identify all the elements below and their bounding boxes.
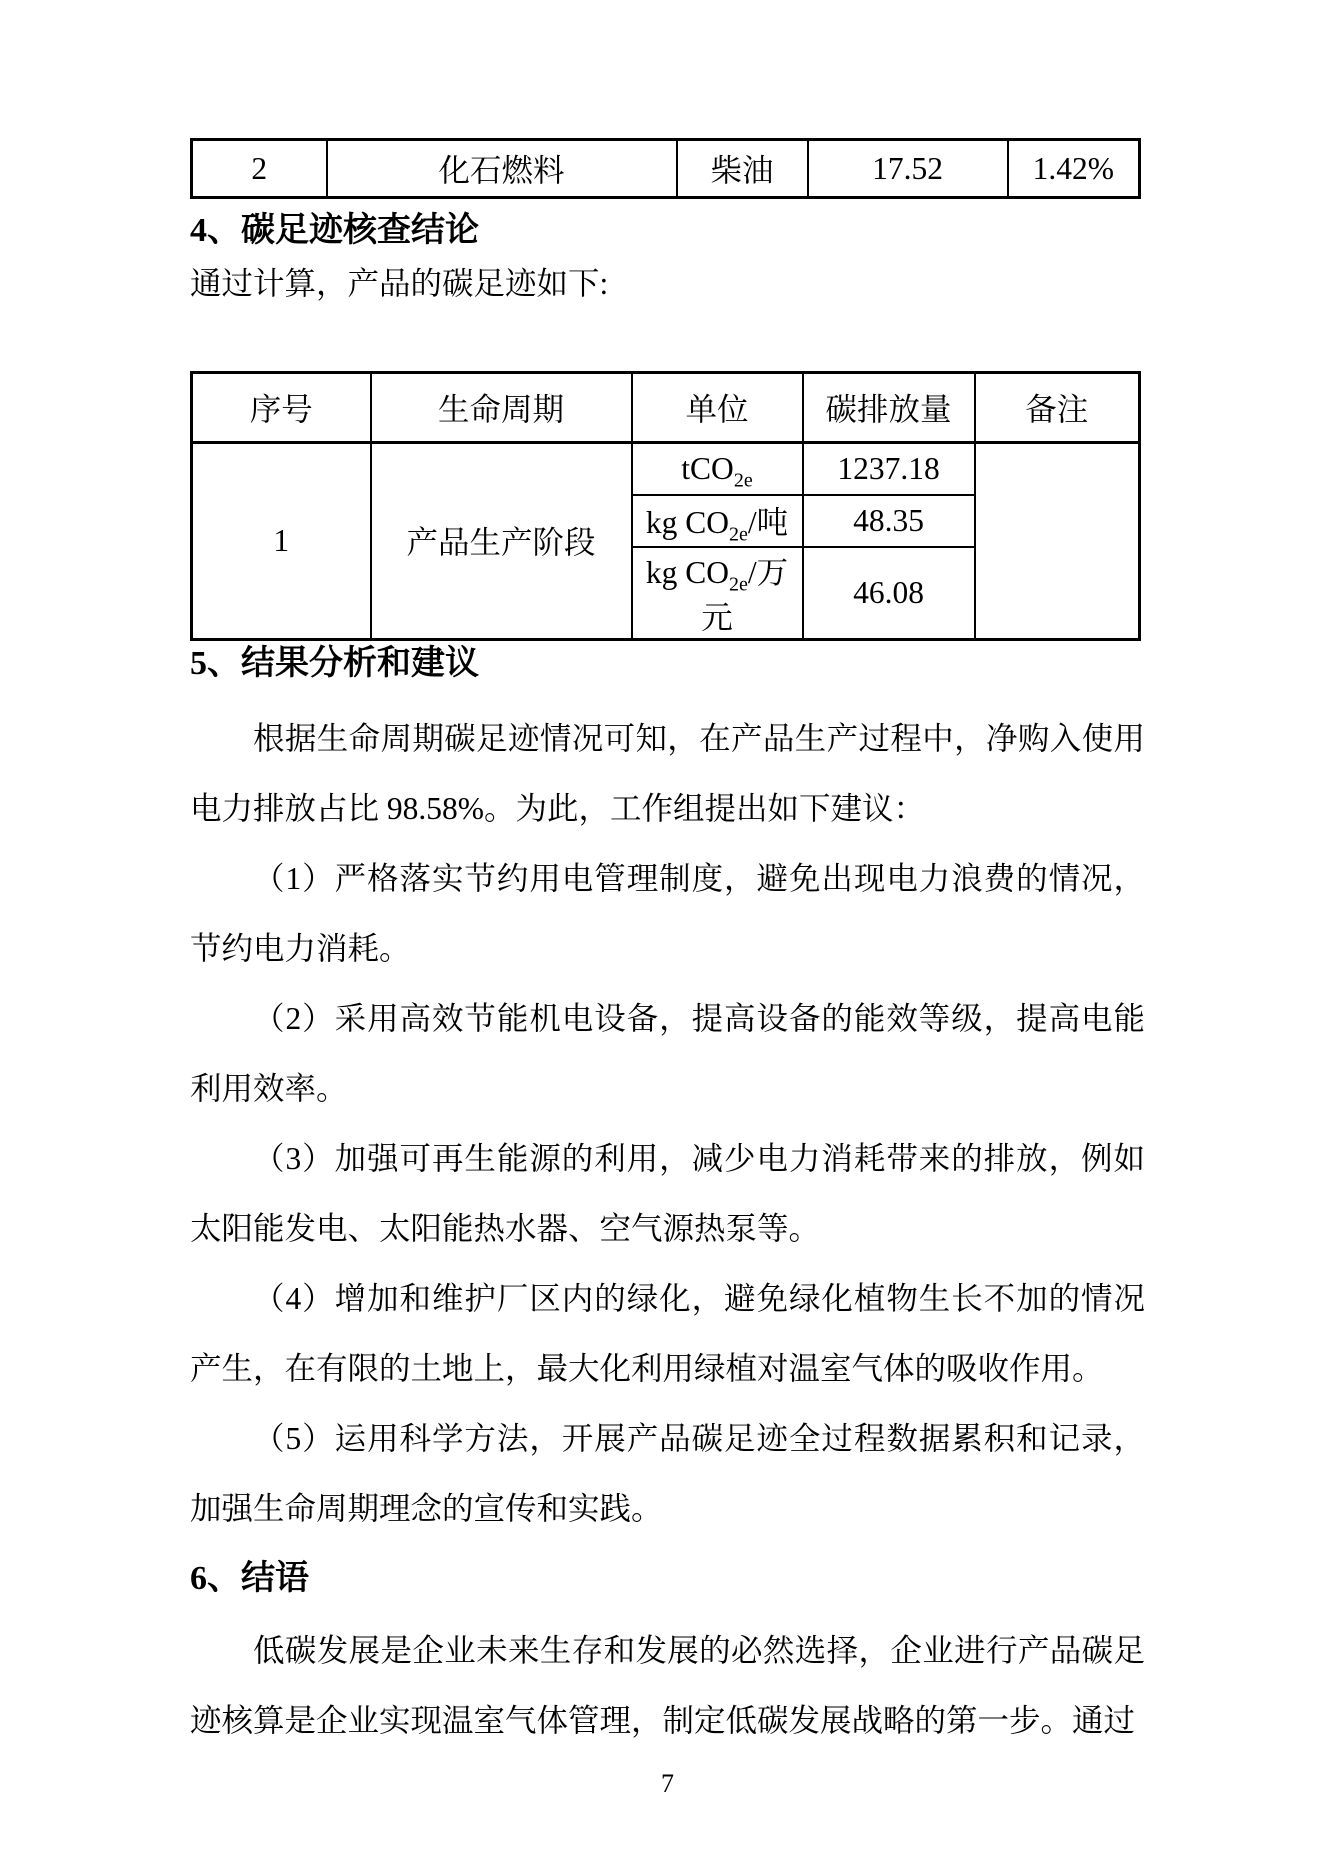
cell-unit [632, 547, 803, 640]
unit-suffix: /万元 [701, 554, 789, 635]
table-row [192, 140, 1140, 198]
cell-emission-value: 46.08 [803, 547, 975, 640]
section-5-heading: 5、结果分析和建议 [190, 644, 479, 682]
header-unit: 单位 [632, 373, 803, 443]
fuel-emission-table-fragment [190, 138, 1141, 199]
table-row [192, 443, 1140, 495]
unit-text: kg CO [645, 505, 729, 540]
section-4-heading: 4、碳足迹核查结论 [190, 212, 479, 249]
header-carbon-emission: 碳排放量 [803, 373, 975, 443]
paragraph: （3）加强可再生能源的利用，减少电力消耗带来的排放，例如太阳能发电、太阳能热水器、空气源热泵等。 [190, 1140, 1145, 1246]
header-remark: 备注 [975, 373, 1140, 443]
cell-share-percent: 1.42% [1008, 140, 1140, 198]
paragraph: （4）增加和维护厂区内的绿化，避免绿化植物生长不加的情况产生，在有限的土地上，最大化利用绿植对温室气体的吸收作用。 [190, 1280, 1145, 1386]
cell-unit [632, 443, 803, 495]
paragraph: （2）采用高效节能机电设备，提高设备的能效等级，提高电能利用效率。 [190, 1000, 1145, 1106]
paragraph: （5）运用科学方法，开展产品碳足迹全过程数据累积和记录，加强生命周期理念的宣传和实践。 [190, 1420, 1145, 1526]
cell-row-number: 2 [192, 140, 327, 198]
section-6-body [190, 1616, 1145, 1756]
unit-subscript: 2e [728, 523, 748, 546]
paragraph: 低碳发展是企业未来生存和发展的必然选择，企业进行产品碳足迹核算是企业实现温室气体管理，制定低碳发展战略的第一步。通过 [190, 1632, 1145, 1738]
cell-category: 化石燃料 [327, 140, 677, 198]
page-content [0, 138, 1323, 1804]
unit-text: tCO [681, 450, 734, 486]
cell-remark [975, 443, 1140, 640]
table-header-row [192, 373, 1140, 443]
section-6-heading: 6、结语 [190, 1559, 309, 1597]
cell-unit [632, 495, 803, 547]
cell-life-cycle-stage: 产品生产阶段 [371, 443, 632, 640]
cell-emission-value: 17.52 [808, 140, 1008, 198]
header-row-number: 序号 [192, 373, 371, 443]
paragraph: 根据生命周期碳足迹情况可知，在产品生产过程中，净购入使用电力排放占比 98.58%。为此，工作组提出如下建议： [190, 720, 1145, 826]
section-4-intro-text: 通过计算，产品的碳足迹如下: [190, 266, 609, 301]
header-life-cycle: 生命周期 [371, 373, 632, 443]
unit-subscript: 2e [733, 469, 753, 492]
cell-row-number: 1 [192, 443, 371, 640]
cell-emission-value: 1237.18 [803, 443, 975, 495]
unit-suffix: /吨 [747, 505, 789, 540]
cell-emission-value: 48.35 [803, 495, 975, 547]
section-5-body [190, 704, 1145, 1544]
unit-subscript: 2e [728, 572, 748, 595]
carbon-footprint-table [190, 371, 1141, 641]
unit-text: kg CO [645, 554, 729, 590]
page-number: 7 [661, 1768, 674, 1798]
cell-fuel-name: 柴油 [677, 140, 808, 198]
paragraph: （1）严格落实节约用电管理制度，避免出现电力浪费的情况，节约电力消耗。 [190, 860, 1145, 966]
